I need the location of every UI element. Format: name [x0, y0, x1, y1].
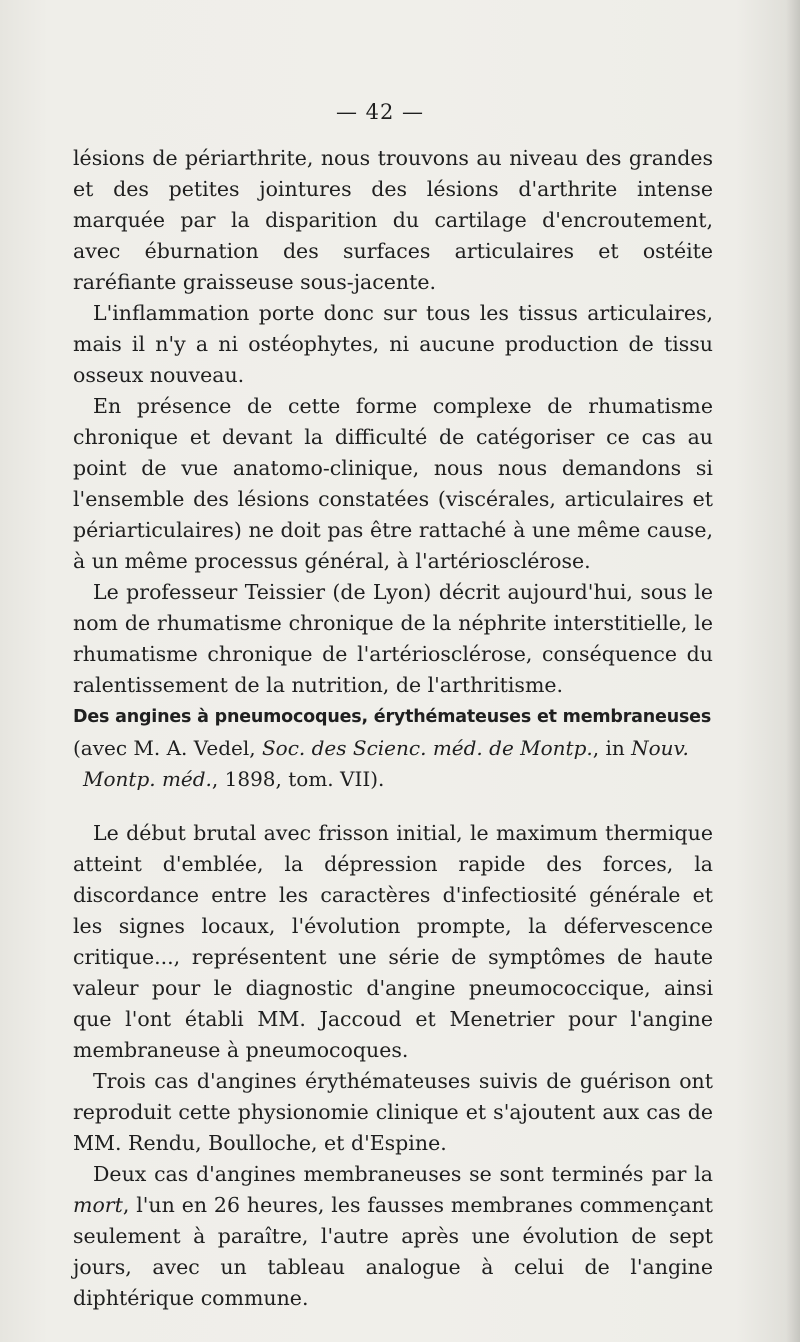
paragraph: Le début brutal avec frisson initial, le maximum thermique atteint d'emblée, la dépression rapide des forces, la discordance entre les caractères d'infectiosité générale et les signes locaux, l'évolution prompte, la défervescence critique..., représentent une série de symptômes de haute valeur pour le diagnostic d'angine pneumococcique, ainsi que l'ont établi MM. Jaccoud et Menetrier pour l'angine membraneuse à pneumocoques.	[73, 821, 713, 1062]
citation-journal-1: Soc. des Scienc. méd. de Montp.	[261, 736, 593, 760]
paragraph	[73, 1159, 713, 1314]
emphasis: mort	[73, 1193, 123, 1217]
paragraph: En présence de cette forme complexe de rhumatisme chronique et devant la difficulté de catégoriser ce cas au point de vue anatomo-clinique, nous nous demandons si l'ensemble des lésions constatées (viscérales, articulaires et périarticulaires) ne doit pas être rattaché à une même cause, à un même processus général, à l'artériosclérose.	[73, 394, 713, 573]
page-number: — 42 —	[335, 100, 425, 124]
citation-mid: , in	[592, 736, 632, 760]
citation-close: , 1898, tom. VII).	[211, 767, 385, 791]
section-2-text	[73, 818, 713, 1314]
citation	[73, 733, 713, 795]
text-span: Deux cas d'angines membraneuses se sont terminés par la	[93, 1162, 713, 1186]
page-edge-shadow	[786, 0, 800, 1342]
paragraph: lésions de périarthrite, nous trouvons au niveau des grandes et des petites jointures des lésions d'arthrite intense marquée par la disparition du cartilage d'encroutement, avec éburnation des surfaces articulaires et ostéite raréfiante graisseuse sous-jacente.	[73, 146, 713, 294]
citation-journal-2: Nouv. Montp. méd.	[83, 736, 689, 791]
paragraph: L'inflammation porte donc sur tous les tissus articulaires, mais il n'y a ni ostéophytes, ni aucune production de tissu osseux nouveau.	[73, 301, 713, 387]
section-1-text	[73, 143, 713, 701]
citation-open: (avec M. A. Vedel,	[73, 736, 262, 760]
text-span: , l'un en 26 heures, les fausses membranes commençant seulement à paraître, l'autre après une évolution de sept jours, avec un tableau analogue à celui de l'angine diphtérique commune.	[73, 1193, 713, 1310]
section-heading: Des angines à pneumocoques, érythémateuses et membraneuses	[73, 707, 712, 727]
paragraph: Le professeur Teissier (de Lyon) décrit aujourd'hui, sous le nom de rhumatisme chronique de la néphrite interstitielle, le rhumatisme chronique de l'artériosclérose, conséquence du ralentissement de la nutrition, de l'arthritisme.	[73, 580, 713, 697]
paragraph: Trois cas d'angines érythémateuses suivis de guérison ont reproduit cette physionomie clinique et s'ajoutent aux cas de MM. Rendu, Boulloche, et d'Espine.	[73, 1069, 713, 1155]
